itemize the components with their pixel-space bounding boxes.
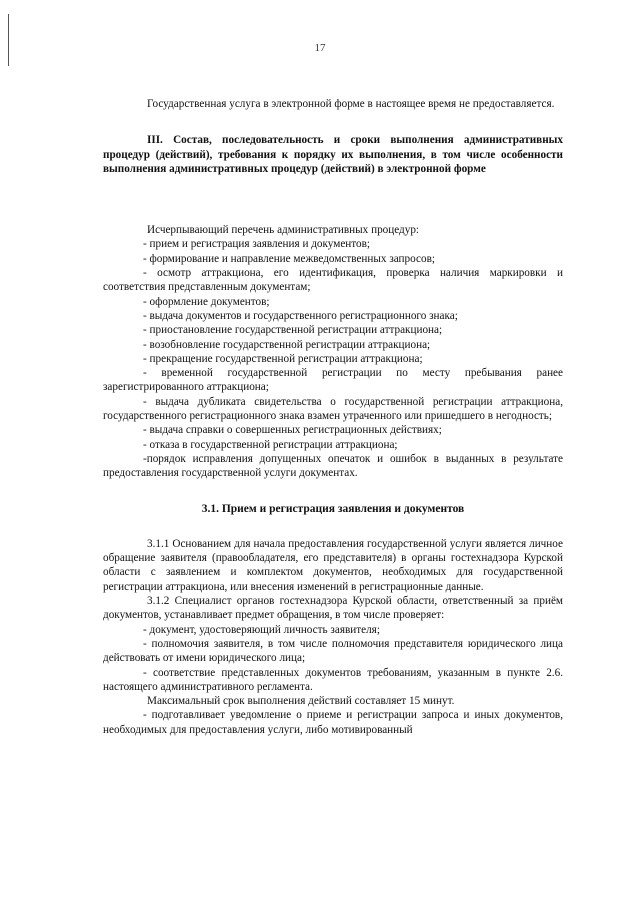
- checks-list: [103, 623, 563, 694]
- list-item: - выдача документов и государственного регистрационного знака;: [143, 309, 458, 322]
- list-item: - оформление документов;: [143, 295, 270, 308]
- list-item: - полномочия заявителя, в том числе полномочия представителя юридического лица действовать от имени юридического лица;: [103, 637, 563, 665]
- procedures-list-intro: Исчерпывающий перечень административных процедур:: [147, 224, 420, 237]
- section-title: III. Состав, последовательность и сроки выполнения административных процедур (действий), требования к порядку их выполнения, в том числе особенности выполнения административных процедур (действий) в электронной форме: [103, 134, 563, 175]
- paragraph-3-1-1: 3.1.1 Основанием для начала предоставления государственной услуги является личное обращение заявителя (правообладателя, его представителя) в органы гостехнадзора Курской области с заявлением и комплектом документов, необходимых для государственной регистрации аттракциона, или внесения изменений в регистрационные данные.: [103, 537, 563, 593]
- list-item: -порядок исправления допущенных опечаток и ошибок в выданных в результате предоставления государственной услуги документах.: [103, 452, 563, 480]
- document-body: [103, 97, 563, 737]
- list-item: - прекращение государственной регистрации аттракциона;: [143, 352, 423, 365]
- list-item: - соответствие представленных документов требованиям, указанным в пункте 2.6. настоящего административного регламента.: [103, 666, 563, 693]
- list-item: - временной государственной регистрации по месту пребывания ранее зарегистрированного аттракциона;: [103, 367, 563, 394]
- scan-edge-mark: [8, 14, 9, 66]
- last-paragraph: - подготавливает уведомление о приеме и регистрации запроса и иных документов, необходимых для предоставления услуги, либо мотивированный: [103, 709, 563, 736]
- procedures-list: [103, 237, 563, 480]
- list-item: - осмотр аттракциона, его идентификация, проверка наличия маркировки и соответствия представленным документам;: [103, 267, 563, 294]
- list-item: - выдача дубликата свидетельства о государственной регистрации аттракциона, государственного регистрационного знака взамен утраченного или пришедшего в негодность;: [103, 395, 563, 423]
- list-item: - возобновление государственной регистрации аттракциона;: [143, 338, 431, 351]
- list-item: - формирование и направление межведомственных запросов;: [143, 252, 435, 265]
- list-item: - приостановление государственной регистрации аттракциона;: [143, 324, 443, 337]
- list-item: - прием и регистрация заявления и документов;: [143, 238, 370, 251]
- max-time-paragraph: Максимальный срок выполнения действий составляет 15 минут.: [147, 695, 455, 708]
- subsection-title: 3.1. Прием и регистрация заявления и документов: [201, 502, 465, 515]
- page-number: 17: [314, 42, 326, 54]
- list-item: - документ, удостоверяющий личность заявителя;: [143, 623, 380, 636]
- paragraph-3-1-2: 3.1.2 Специалист органов гостехнадзора Курской области, ответственный за приём документов, устанавливает предмет обращения, в том числе проверяет:: [103, 595, 563, 622]
- intro-paragraph: Государственная услуга в электронной форме в настоящее время не предоставляется.: [147, 98, 555, 110]
- list-item: - отказа в государственной регистрации аттракциона;: [143, 438, 398, 451]
- list-item: - выдача справки о совершенных регистрационных действиях;: [143, 424, 442, 437]
